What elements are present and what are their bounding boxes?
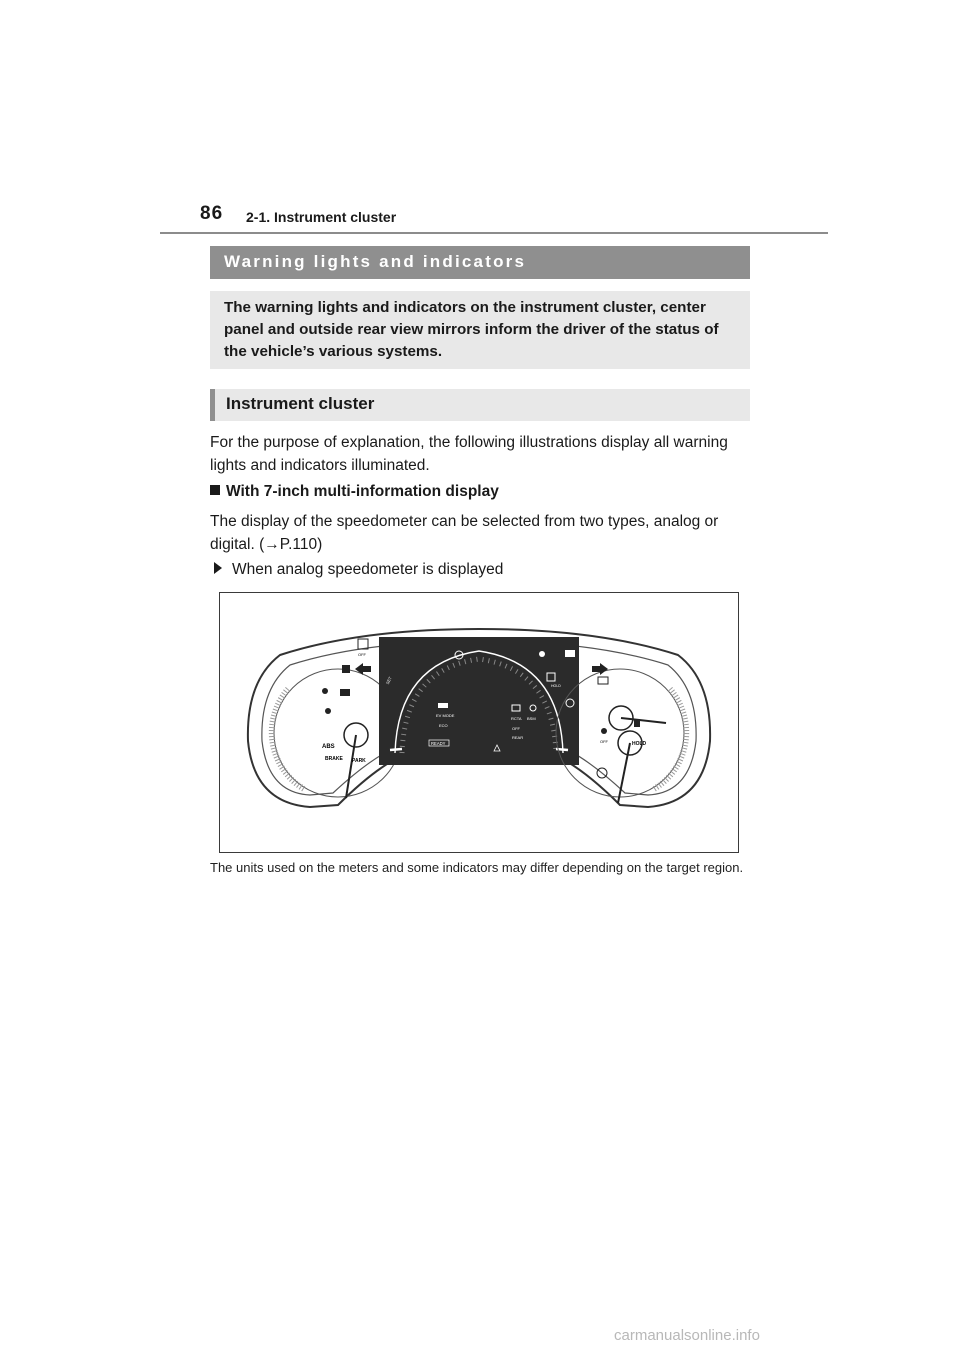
seatbelt-icon bbox=[342, 665, 350, 673]
square-bullet-icon bbox=[210, 485, 220, 495]
sub-bullet-text: When analog speedometer is displayed bbox=[232, 561, 504, 578]
headlight-icon bbox=[340, 689, 350, 696]
park-label: PARK bbox=[352, 758, 366, 764]
brake-pad-icon bbox=[598, 677, 608, 684]
rcta-label: RCTA bbox=[511, 716, 522, 721]
hold-label-top: HOLD bbox=[551, 684, 561, 688]
paragraph-explanation: For the purpose of explanation, the following illustrations display all warning lights and indicators illuminated. bbox=[210, 434, 728, 474]
ready-label: READY bbox=[431, 741, 446, 746]
triangle-bullet-icon bbox=[214, 562, 222, 574]
off-label-center: OFF bbox=[512, 726, 520, 731]
person-icon bbox=[325, 708, 331, 714]
abs-label: ABS bbox=[322, 744, 335, 750]
watermark: carmanualsonline.info bbox=[614, 1327, 760, 1344]
sub-bullet-item bbox=[210, 558, 750, 581]
ev-icon bbox=[438, 703, 448, 708]
header-divider bbox=[160, 232, 828, 234]
turn-right-arrow-icon bbox=[592, 663, 608, 675]
instrument-cluster-figure bbox=[219, 592, 739, 853]
fog-light-icon bbox=[539, 651, 545, 657]
subheading: Instrument cluster bbox=[226, 394, 375, 413]
bullet-heading: With 7-inch multi-information display bbox=[226, 483, 499, 500]
instrument-cluster-illustration bbox=[220, 593, 738, 852]
subheading-bar bbox=[210, 389, 750, 421]
title-bar bbox=[210, 246, 750, 279]
fuel-icon bbox=[634, 719, 640, 727]
paragraph-display-types: The display of the speedometer can be selected from two types, analog or digital. (→P.110) bbox=[210, 513, 719, 553]
off-label-right: OFF bbox=[600, 739, 608, 744]
bullet-item bbox=[210, 480, 750, 503]
ev-mode-label: EV MODE bbox=[436, 713, 455, 718]
hold-label-right: HOLD bbox=[632, 741, 647, 747]
figure-caption: The units used on the meters and some indicators may differ depending on the target region. bbox=[210, 860, 744, 875]
brake-label: BRAKE bbox=[325, 756, 343, 762]
intro-text: The warning lights and indicators on the instrument cluster, center panel and outside rear view mirrors inform the driver of the status of the vehicle’s various systems. bbox=[224, 299, 719, 360]
page-title: Warning lights and indicators bbox=[224, 252, 527, 271]
traction-icon bbox=[601, 728, 607, 734]
section-label: 2-1. Instrument cluster bbox=[246, 209, 397, 225]
eco-label: ECO bbox=[439, 723, 448, 728]
off-label-left: OFF bbox=[358, 652, 366, 657]
airbag-icon bbox=[322, 688, 328, 694]
set-label: SET bbox=[384, 675, 393, 685]
bsm-label: BSM bbox=[527, 716, 536, 721]
high-beam-icon bbox=[565, 650, 575, 657]
intro-box bbox=[210, 291, 750, 369]
rear-label: REAR bbox=[512, 735, 524, 740]
turn-left-arrow-icon bbox=[355, 663, 371, 675]
page-number: 86 bbox=[200, 203, 224, 224]
